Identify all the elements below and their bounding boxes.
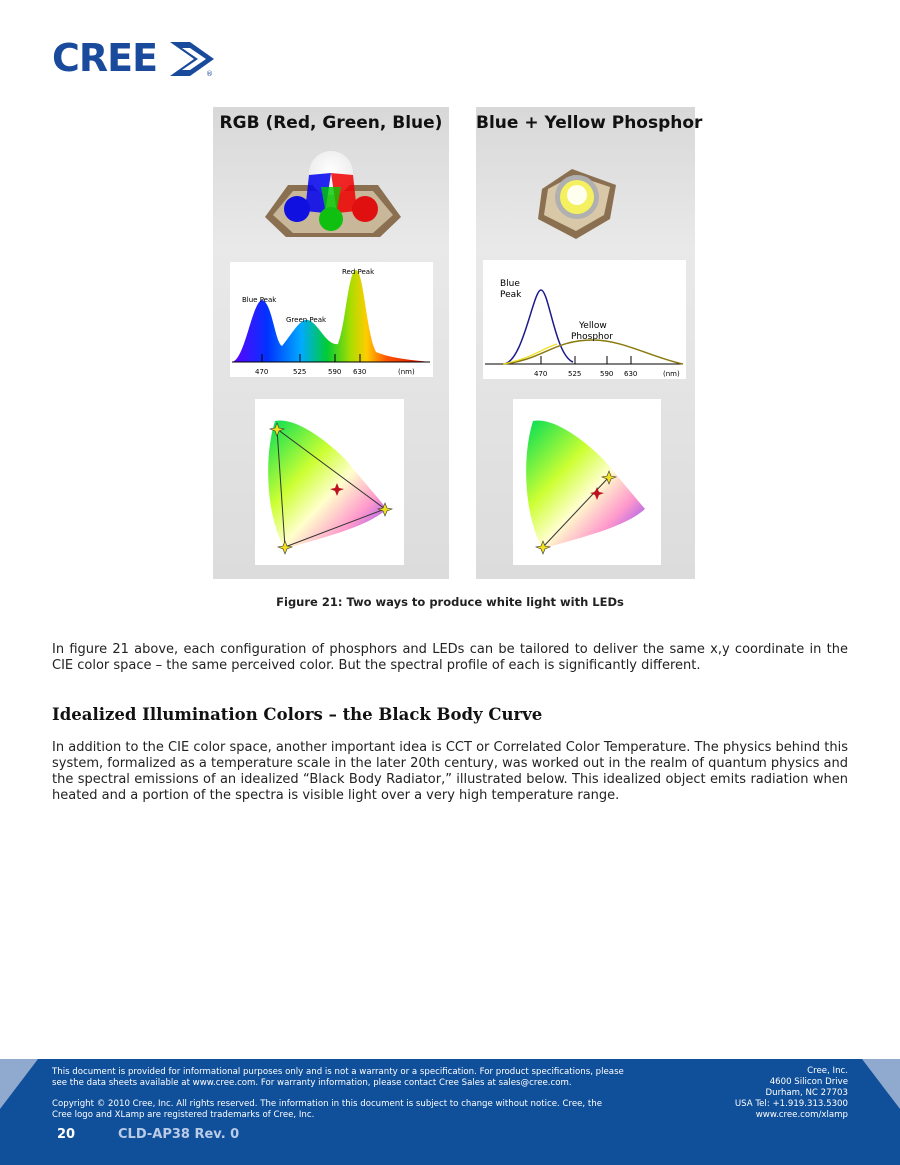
tick-label: 630: [624, 370, 638, 378]
peak-label-green: Green Peak: [286, 316, 327, 324]
address-street: 4600 Silicon Drive: [769, 1077, 848, 1087]
cree-logo: [52, 38, 217, 78]
phosphor-spectrum-chart: [483, 260, 686, 379]
tick-label: 470: [255, 368, 269, 376]
document-id: CLD-AP38 Rev. 0: [118, 1127, 240, 1142]
tick-label: (nm): [398, 368, 415, 376]
svg-text:®: ®: [206, 70, 213, 78]
logo-wordmark: CREE: [52, 36, 158, 80]
rgb-cie-diagram: [255, 399, 404, 565]
panel-title-rgb: RGB (Red, Green, Blue): [219, 113, 443, 133]
footer-copyright-line-1: Copyright © 2010 Cree, Inc. All rights reserved. The information in this document is subject to change without notice. Cree, the: [52, 1099, 602, 1109]
phosphor-cie-diagram: [513, 399, 661, 565]
peak-label-blue: Blue: [500, 279, 520, 289]
peak-label-phosphor: Phosphor: [571, 332, 613, 342]
paragraph-figure-description: In figure 21 above, each configuration of phosphors and LEDs can be tailored to deliver the same x,y coordinate in the CIE color space – the same perceived color. But the spectral profile of each is significantly different.: [52, 642, 848, 673]
address-phone: USA Tel: +1.919.313.5300: [734, 1099, 848, 1109]
footer-corner-left: [0, 1059, 38, 1109]
footer-address: [735, 1066, 848, 1121]
footer-corner-right: [862, 1059, 900, 1109]
tick-label: 630: [353, 368, 367, 376]
footer-disclaimer-line-2: see the data sheets available at www.cree.com. For warranty information, please contact Cree Sales at sales@cree.com.: [52, 1078, 572, 1088]
panel-title-phosphor: Blue + Yellow Phosphor: [476, 113, 703, 133]
address-city: Durham, NC 27703: [765, 1088, 848, 1098]
rgb-led-illustration: [213, 147, 449, 237]
figure-panel-rgb: [213, 107, 449, 579]
logo-chevron-icon: [170, 40, 216, 78]
paragraph-cct: In addition to the CIE color space, another important idea is CCT or Correlated Color Temperature. The physics behind this system, formalized as a temperature scale in the later 20th century, was worked out in the realm of quantum physics and the spectral emissions of an idealized “Black Body Radiator,” illustrated below. This idealized object emits radiation when heated and a portion of the spectra is visible light over a very high temperature range.: [52, 740, 848, 803]
tick-label: 525: [568, 370, 582, 378]
tick-label: 590: [328, 368, 342, 376]
peak-label-peak: Peak: [500, 290, 522, 300]
section-heading: Idealized Illumination Colors – the Black Body Curve: [52, 705, 543, 724]
peak-label-red: Red Peak: [342, 268, 375, 276]
footer-copyright-line-2: Cree logo and XLamp are registered trademarks of Cree, Inc.: [52, 1110, 315, 1120]
peak-label-yellow: Yellow: [579, 321, 607, 331]
footer-disclaimer-line-1: This document is provided for informational purposes only and is not a warranty or a specification. For product specifications, please: [52, 1067, 624, 1077]
figure-panel-phosphor: [476, 107, 703, 579]
peak-label-blue: Blue Peak: [242, 296, 277, 304]
tick-label: 470: [534, 370, 548, 378]
figure-caption: Figure 21: Two ways to produce white light with LEDs: [276, 595, 624, 609]
rgb-spectrum-chart: [230, 262, 433, 377]
tick-label: (nm): [663, 370, 680, 378]
address-website[interactable]: www.cree.com/xlamp: [755, 1110, 848, 1120]
tick-label: 525: [293, 368, 307, 376]
address-company: Cree, Inc.: [807, 1066, 848, 1076]
tick-label: 590: [600, 370, 614, 378]
page-number: 20: [57, 1127, 76, 1142]
phosphor-led-illustration: [476, 159, 695, 249]
